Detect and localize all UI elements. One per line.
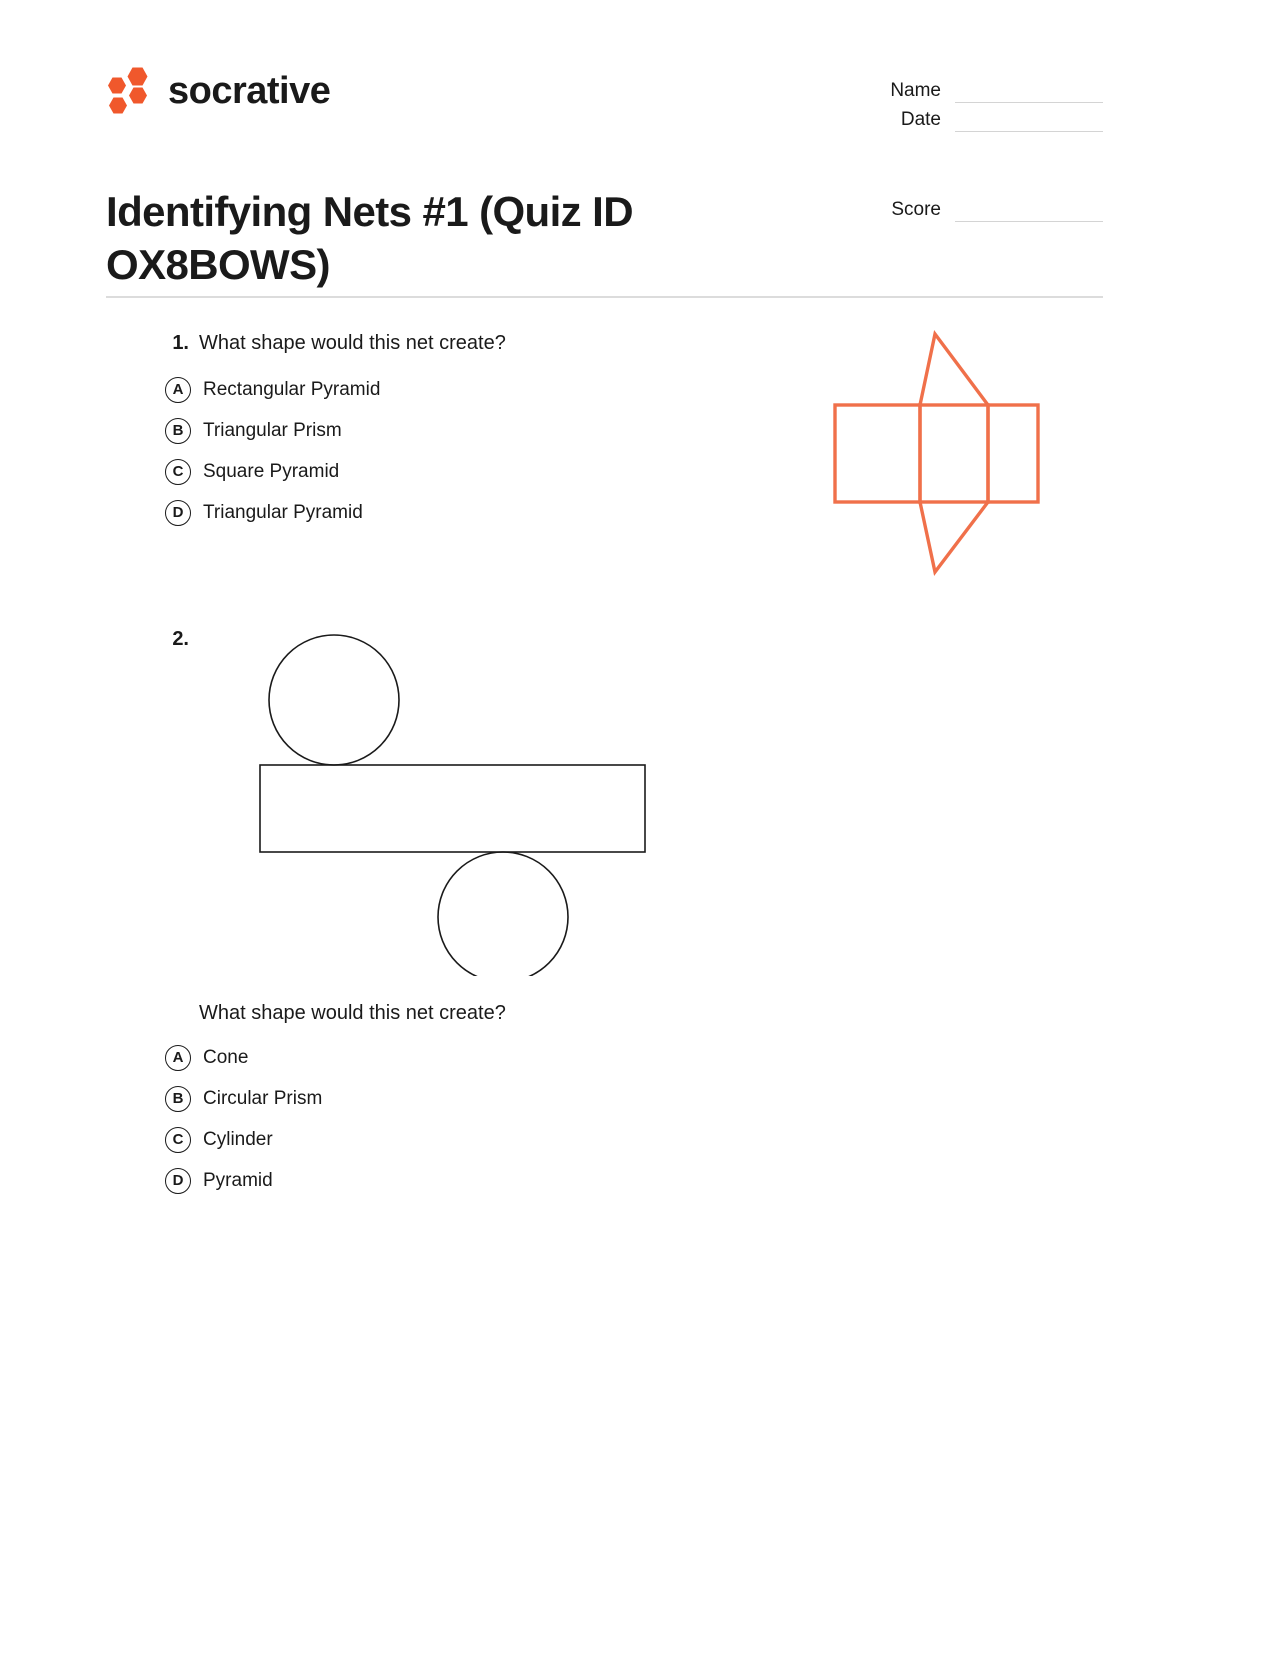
student-fields [873, 74, 1103, 132]
question-2-choice-b[interactable] [165, 1078, 785, 1119]
choice-bubble-a[interactable]: A [165, 377, 191, 403]
page-title: Identifying Nets #1 (Quiz ID OX8BOWS) [106, 188, 633, 288]
name-field-row [873, 74, 1103, 103]
choice-label-c: Square Pyramid [203, 461, 340, 482]
question-1-choice-d[interactable] [165, 492, 785, 533]
choice-bubble-d[interactable]: D [165, 500, 191, 526]
choice-label-d: Triangular Pyramid [203, 502, 363, 523]
question-1-header [165, 330, 785, 358]
choice-bubble-d[interactable]: D [165, 1168, 191, 1194]
question-2-choice-a[interactable] [165, 1037, 785, 1078]
choice-label-c: Cylinder [203, 1129, 273, 1150]
choice-label-b: Triangular Prism [203, 420, 342, 441]
question-1-choice-b[interactable] [165, 410, 785, 451]
score-label: Score [891, 199, 941, 220]
choice-bubble-b[interactable]: B [165, 418, 191, 444]
brand-logo [106, 66, 330, 116]
triangular-prism-net-figure [820, 322, 1060, 582]
choice-label-d: Pyramid [203, 1170, 273, 1191]
score-input-line[interactable] [955, 199, 1103, 222]
question-1-number: 1. [172, 332, 189, 354]
question-2-body [165, 1000, 785, 1201]
choice-bubble-c[interactable]: C [165, 1127, 191, 1153]
question-1-choice-c[interactable] [165, 451, 785, 492]
socrative-hexagon-logo-icon [106, 66, 154, 116]
brand-name: socrative [168, 70, 331, 112]
score-field-row [873, 199, 1103, 222]
date-input-line[interactable] [955, 109, 1103, 132]
choice-label-a: Cone [203, 1047, 249, 1068]
date-field-row [873, 103, 1103, 132]
name-input-line[interactable] [955, 80, 1103, 103]
name-label: Name [890, 80, 941, 101]
choice-label-a: Rectangular Pyramid [203, 379, 381, 400]
choice-label-b: Circular Prism [203, 1088, 323, 1109]
question-2-stem: What shape would this net create? [199, 1002, 506, 1024]
question-2-choice-d[interactable] [165, 1160, 785, 1201]
question-1 [165, 330, 785, 533]
question-2-number: 2. [172, 628, 189, 650]
question-1-stem: What shape would this net create? [199, 332, 506, 354]
question-2-choice-c[interactable] [165, 1119, 785, 1160]
header-divider [106, 296, 1103, 298]
question-2-choices [165, 1037, 785, 1201]
date-label: Date [900, 109, 941, 130]
choice-bubble-a[interactable]: A [165, 1045, 191, 1071]
question-1-choices [165, 369, 785, 533]
choice-bubble-b[interactable]: B [165, 1086, 191, 1112]
choice-bubble-c[interactable]: C [165, 459, 191, 485]
cylinder-net-figure [248, 624, 668, 976]
question-1-choice-a[interactable] [165, 369, 785, 410]
